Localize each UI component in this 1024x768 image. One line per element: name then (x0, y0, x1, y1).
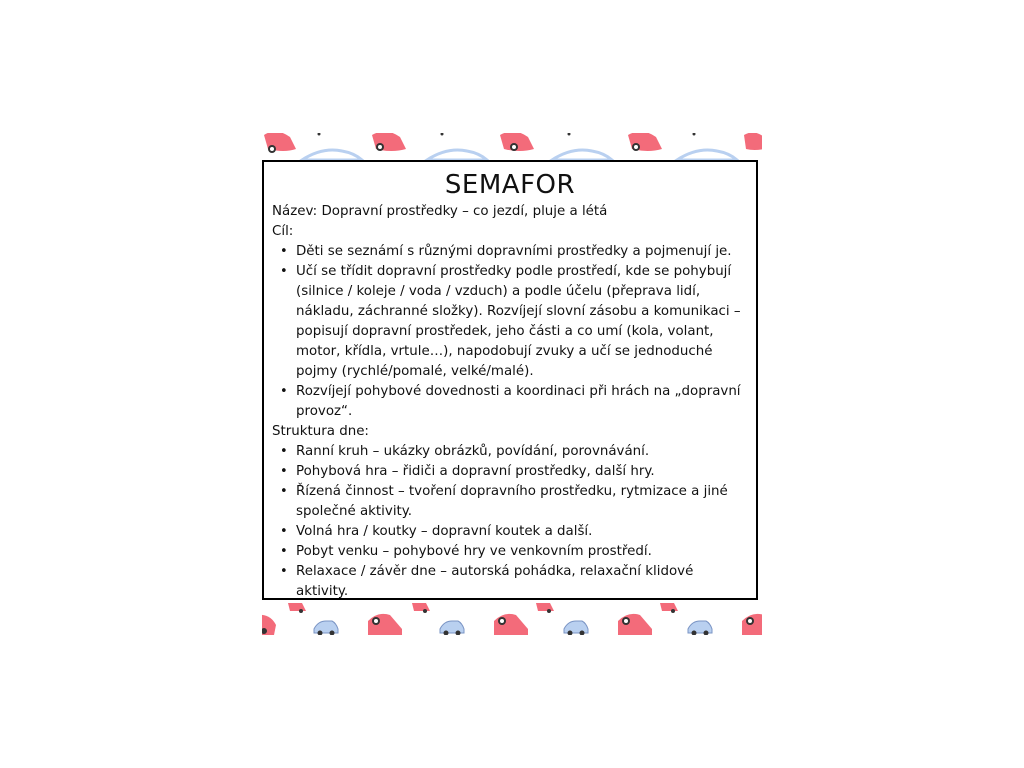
car-icon (688, 621, 712, 635)
content-box (262, 160, 758, 600)
structure-list (272, 442, 748, 602)
goal-label: Cíl: (272, 224, 294, 239)
car-icon (552, 150, 612, 160)
car-icon (677, 150, 737, 160)
bullet: • (280, 564, 288, 579)
list-item-text: Řízená činnost – tvoření dopravního prostředku, rytmizace a jiné společné aktivity. (296, 484, 728, 519)
car-icon (262, 615, 276, 635)
list-item-text: Pohybová hra – řidiči a dopravní prostředky, další hry. (296, 464, 655, 479)
page-title: SEMAFOR (444, 170, 576, 200)
car-icon (288, 603, 306, 613)
car-icon (264, 133, 296, 153)
list-item (280, 542, 748, 562)
bullet: • (280, 244, 288, 259)
bullet: • (280, 384, 288, 399)
car-icon (368, 614, 402, 635)
bullet: • (280, 444, 288, 459)
list-item (280, 482, 748, 522)
car-icon (618, 614, 652, 635)
list-item-text: Relaxace / závěr dne – autorská pohádka, relaxační klidové aktivity. (296, 564, 694, 599)
list-item (280, 242, 748, 262)
list-item-text: Ranní kruh – ukázky obrázků, povídání, porovnávání. (296, 444, 650, 459)
car-icon (742, 614, 762, 635)
car-icon (427, 150, 487, 160)
bullet: • (280, 544, 288, 559)
car-icon (440, 621, 464, 635)
list-item-text: Rozvíjejí pohybové dovednosti a koordinaci při hrách na „dopravní provoz“. (296, 384, 741, 419)
list-item (280, 522, 748, 542)
lesson-card (262, 133, 762, 635)
list-item (280, 262, 748, 382)
list-item-text: Pobyt venku – pohybové hry ve venkovním prostředí. (296, 544, 652, 559)
bullet: • (280, 464, 288, 479)
list-item-text: Volná hra / koutky – dopravní koutek a další. (296, 524, 593, 539)
car-icon (564, 621, 588, 635)
bullet: • (280, 524, 288, 539)
car-icon (744, 133, 762, 150)
structure-label: Struktura dne: (272, 424, 369, 439)
name-line: Název: Dopravní prostředky – co jezdí, pluje a létá (272, 204, 608, 219)
bullet: • (280, 264, 288, 279)
car-icon (494, 614, 528, 635)
car-icon (372, 133, 406, 151)
car-icon (536, 603, 554, 613)
car-icon (314, 621, 338, 635)
goals-list (272, 242, 748, 422)
car-icon (628, 133, 662, 151)
car-icon (660, 603, 678, 613)
car-icon (412, 603, 430, 613)
bullet: • (280, 484, 288, 499)
list-item (280, 562, 748, 602)
list-item-text: Děti se seznámí s různými dopravními prostředky a pojmenují je. (296, 244, 732, 259)
list-item (280, 382, 748, 422)
car-icon (500, 133, 534, 151)
list-item (280, 442, 748, 462)
list-item-text: Učí se třídit dopravní prostředky podle prostředí, kde se pohybují (silnice / koleje / voda / vzduch) a podle účelu (přeprava lidí, nákladu, záchranné složky). Rozvíjejí slovní zásobu a komunikaci – popisují dopravní prostředek, jeho části a co umí (kola, volant, motor, křídla, vrtule…), napodobují zvuky a učí se jednoduché pojmy (rychlé/pomalé, velké/malé). (296, 264, 741, 379)
car-icon (302, 150, 362, 160)
list-item (280, 462, 748, 482)
